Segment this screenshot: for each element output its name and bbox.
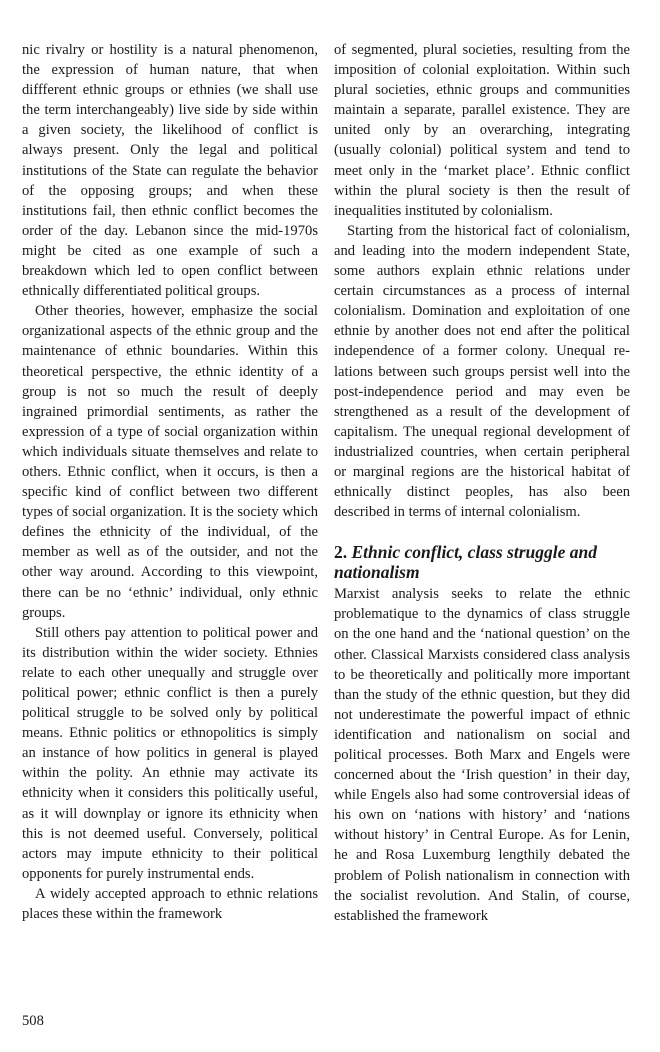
- section-heading: [334, 542, 630, 582]
- paragraph: Other theories, however, emphasize the social organizational aspects of the ethnic group and the maintenance of ethnic boundaries. Within this theoretical perspective, the ethnic identity of a group is not so much the result of deeply ingrained primordial sentiments, as rather the expression of a type of social organization within which individuals situate themselves and relate to others. Ethnic conflict, when it occurs, is then a specific kind of conflict between two different types of social organization. It is the society which defines the ethnicity of the individual, of the member as well as of the outsider, and not the other way around. According to this viewpoint, there can be no ‘ethnic’ individual, only ethnic groups.: [22, 303, 318, 621]
- paragraph: Still others pay attention to political power and its distribution within the wider society. Ethnies relate to each other unequally and struggle over political power; ethnic conflict is then a purely political struggle to be solved only by political means. Ethnic politics or ethnopolitics is simply an instance of how politics in general is played within the polity. An ethnie may activate its ethnicity when it considers this politically useful, as it will downplay or ignore its ethnicity when this is not deemed useful. Conversely, political actors may impute ethnicity to their political opponents for purely instrumental ends.: [22, 624, 318, 882]
- paragraph: nic rivalry or hostility is a natural phenomenon, the expression of human nature, that when diffferent ethnic groups or ethnies (we shall use the term interchangeably) live side by side within a given society, the likelihood of conflict is always present. Only the legal and political institutions of the State can regulate the behavior of the opposing groups; and when these institutions fail, then ethnic conflict becomes the order of the day. Lebanon since the mid-1970s might be cited as one example of such a breakdown which led to open conflict between ethnically differentiated political groups.: [22, 42, 318, 300]
- section-number: 2.: [334, 542, 348, 563]
- paragraph: of segmented, plural societies, resulting from the imposition of colonial exploitation. Within such plural societies, ethnic groups and communities maintain a separate, parallel existence. They are united only by an overarching, integrating (usually colonial) political system and tend to meet only in the ‘market place’. Ethnic conflict within the plural society is then the result of inequalities instituted by colonialism.: [334, 42, 630, 219]
- paragraph: Starting from the historical fact of colonialism, and leading into the modern independent State, some authors explain ethnic relations under certain circumstances as a process of internal colonialism. Domination and exploitation of one ethnie by another does not end after the political independence of a former colony. Unequal relations between such groups persist well into the post-independence period and may even be strengthened as a result of the development of capitalism. The unequal regional development of industrialized countries, when certain peripheral or marginal regions are the historical habitat of ethnically distinct peoples, has also been described in terms of internal colonialism.: [334, 222, 630, 521]
- right-column: [334, 40, 630, 926]
- page-number: 508: [22, 1013, 44, 1029]
- section-title: Ethnic conflict, class struggle and nationalism: [334, 542, 598, 583]
- left-column: [22, 40, 318, 924]
- paragraph: Marxist analysis seeks to relate the ethnic problematique to the dynamics of class struggle on the one hand and the ‘national question’ on the other. Classical Marxists considered class analysis to be theoretically and politically more important than the study of the ethnic question, but they did not underestimate the powerful impact of ethnic identification and nationalism on social and political processes. Both Marx and Engels were concerned about the ‘Irish question’ in their day, while Engels also had some controversial ideas of his own on ‘nations with history’ and ‘nations without history’ in Central Europe. As for Lenin, he and Rosa Luxemburg lengthily debated the problem of Polish nationalism in connection with the socialist revolution. And Stalin, of course, established the framework: [334, 586, 630, 924]
- paragraph: A widely accepted approach to ethnic relations places these within the framework: [22, 885, 318, 923]
